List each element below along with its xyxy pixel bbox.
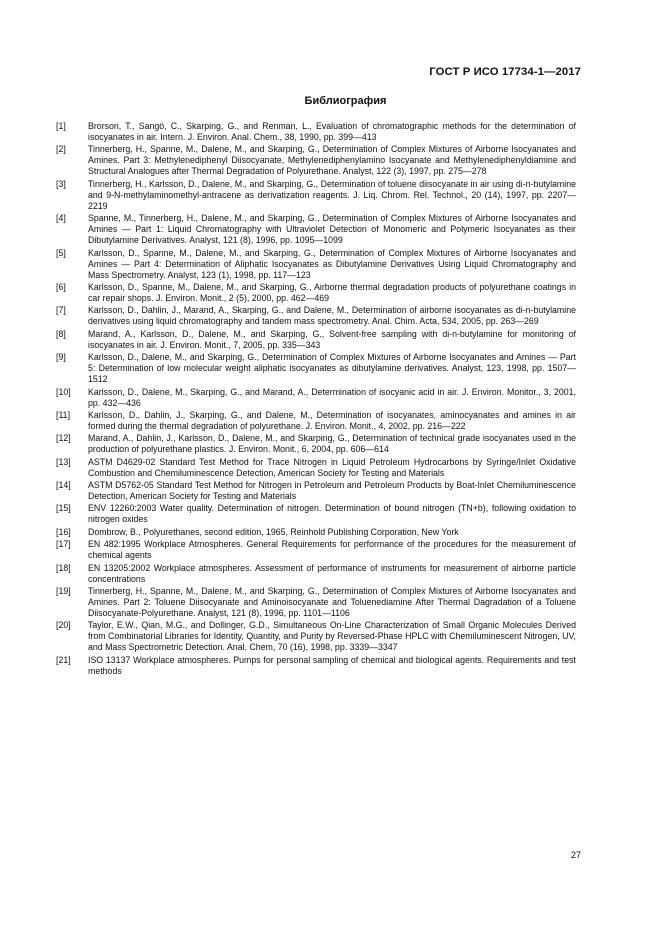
bibliography-entry bbox=[56, 305, 576, 327]
bibliography-entry bbox=[56, 586, 576, 619]
entry-text: ISO 13137 Workplace atmospheres. Pumps for personal sampling of chemical and biological agents. Requirements and test methods bbox=[88, 654, 576, 676]
entry-number: [18] bbox=[56, 562, 71, 573]
entry-text: ASTM D4629-02 Standard Test Method for Trace Nitrogen in Liquid Petroleum Hydrocarbons by Syringe/Inlet Oxidative Combustion and Chemiluminescence Detection, American Society for Testing and Materials bbox=[88, 456, 576, 478]
entry-number: [5] bbox=[56, 247, 66, 258]
entry-text: Tinnerberg, H., Spanne, M., Dalene, M., and Skarping, G., Determination of Complex Mixtures of Airborne Isocyanates and Amines. Part 3: Methylenediphenyl Diisocyanate, Methylenediphenylamino Isocyanate and Methylenediphenyldiamine and Structural Analogues after Thermal Degradation of Polyurethane. Analyst, 122 (3), 1997, pp. 275—278 bbox=[88, 144, 576, 177]
bibliography-entry bbox=[56, 655, 576, 677]
bibliography-entry bbox=[56, 503, 576, 525]
entry-number: [11] bbox=[56, 409, 71, 420]
entry-number: [3] bbox=[56, 178, 66, 189]
entry-number: [6] bbox=[56, 281, 66, 292]
bibliography-entry bbox=[56, 563, 576, 585]
entry-number: [20] bbox=[56, 620, 71, 631]
bibliography-list bbox=[56, 121, 576, 678]
entry-number: [10] bbox=[56, 386, 71, 397]
entry-text: EN 482:1995 Workplace Atmospheres. General Requirements for performance of the procedures for the measurement of chemical agents bbox=[88, 539, 576, 561]
entry-number: [21] bbox=[56, 654, 71, 665]
entry-text: Karlsson, D., Spanne, M., Dalene, M., and Skarping, G., Airborne thermal degradation products of polyurethane coatings in car repair shops. J. Environ. Monit., 2 (5), 2000, pp. 462—469 bbox=[88, 281, 576, 303]
entry-text: EN 13205:2002 Workplace atmospheres. Assessment of performance of instruments for measurement of airborne particle concentrations bbox=[88, 562, 576, 584]
bibliography-entry bbox=[56, 433, 576, 455]
bibliography-entry bbox=[56, 329, 576, 351]
entry-text: ENV 12260:2003 Water quality. Determination of nitrogen. Determination of bound nitrogen (TN+b), following oxidation to nitrogen oxides bbox=[88, 503, 576, 525]
bibliography-entry bbox=[56, 457, 576, 479]
entry-number: [7] bbox=[56, 305, 66, 316]
entry-number: [14] bbox=[56, 480, 71, 491]
section-title: Библиография bbox=[304, 95, 387, 107]
bibliography-entry bbox=[56, 144, 576, 177]
entry-text: Marand, A., Dahlin, J., Karlsson, D., Dalene, M., and Skarping, G., Determination of technical grade isocyanates used in the production of polyurethane plastics. J. Environ. Monit., 6, 2004, pp. 606—614 bbox=[88, 433, 576, 455]
entry-text: Tinnerberg, H., Spanne, M., Dalene, M., and Skarping, G., Determination of Complex Mixtures of Airborne Isocyanates and Amines. Part 2: Toluene Diisocyanate and Aminoisocyanate and Toluenediamine After Thermal Dagradation of a Toluene Diisocyanate-Polyurethane. Analyst, 121 (8), 1996, pp. 1101—1106 bbox=[88, 586, 576, 619]
entry-text: Taylor, E.W., Qian, M.G., and Dollinger, G.D., Simultaneous On-Line Characterization of Small Organic Molecules Derived from Combinatorial Libraries for Identity, Quantity, and Purity by Reversed-Phase HPLC with Chemiluminescent Nitrogen, UV, and Mass Spectrometric Detection. Anal. Chem, 70 (16), 1998, pp. 3339—3347 bbox=[88, 620, 576, 653]
entry-number: [12] bbox=[56, 433, 71, 444]
entry-number: [4] bbox=[56, 213, 66, 224]
bibliography-entry bbox=[56, 527, 576, 538]
entry-text: Spanne, M., Tinnerberg, H., Dalene, M., and Skarping, G., Determination of Complex Mixtures of Airborne Isocyanates and Amines — Part 1: Liquid Chromatography with Ultraviolet Detection of Monomeric and Polymeric Isocyanates as their Dibutylamine Derivatives. Analyst, 121 (8), 1996, pp. 1095—1099 bbox=[88, 213, 576, 246]
entry-text: Karlsson, D., Dahlin, J., Skarping, G., and Dalene, M., Determination of isocyanates, aminocyanates and amines in air formed during the thermal degradation of polyurethane. J. Environ. Monit., 4, 2002, pp. 216—222 bbox=[88, 409, 576, 431]
entry-text: Karlsson, D., Dalene, M., Skarping, G., and Marand, A., Determination of isocyanic acid in air. J. Environ. Monitor., 3, 2001, pp. 432—436 bbox=[88, 386, 576, 408]
entry-number: [17] bbox=[56, 539, 71, 550]
entry-text: Karlsson, D., Dahlin, J., Marand, A., Skarping, G., and Dalene, M., Determination of airborne isocyanates as di-n-butylamine derivatives using liquid chromatography and tandem mass spectrometry. Anal. Chim. Acta, 534, 2005, pp. 263—269 bbox=[88, 305, 576, 327]
entry-text: Marand, A., Karlsson, D., Dalene, M., and Skarping, G., Solvent-free sampling with di-n-butylamine for monitoring of isocyanates in air. J. Environ. Monit., 7, 2005, pp. 335—343 bbox=[88, 328, 576, 350]
entry-number: [13] bbox=[56, 456, 71, 467]
entry-text: Karlsson, D., Spanne, M., Dalene, M., and Skarping, G., Determination of Complex Mixtures of Airborne Isocyanates and Amines — Part 4: Determination of Aliphatic Isocyanates as Dibutylamine Derivatives Using Liquid Chromatography and Mass Spectrometry. Analyst, 123 (1), 1998, pp. 117—123 bbox=[88, 247, 576, 280]
bibliography-entry bbox=[56, 352, 576, 385]
entry-text: Tinnerberg, H., Karlsson, D., Dalene, M., and Skarping, G., Determination of toluene diisocyanate in air using di-n-butylamine and 9-N-methylaminomethyl-antracene as derivatization reagents. J. Liq. Chrom. Rel. Technol., 20 (14), 1997, pp. 2207—2219 bbox=[88, 178, 576, 211]
entry-text: Dombrow, B., Polyurethanes, second edition, 1965, Reinhold Publishing Corporation, New York bbox=[88, 526, 459, 537]
bibliography-entry bbox=[56, 410, 576, 432]
entry-number: [8] bbox=[56, 328, 66, 339]
entry-number: [15] bbox=[56, 503, 71, 514]
document-code: ГОСТ Р ИСО 17734-1—2017 bbox=[429, 66, 581, 78]
entry-text: ASTM D5762-05 Standard Test Method for Nitrogen in Petroleum and Petroleum Products by Boat-Inlet Chemiluminescence Detection, American Society for Testing and Materials bbox=[88, 480, 576, 502]
bibliography-entry bbox=[56, 620, 576, 653]
bibliography-entry bbox=[56, 480, 576, 502]
page-number: 27 bbox=[570, 850, 581, 860]
bibliography-entry bbox=[56, 179, 576, 212]
entry-text: Karlsson, D., Dalene, M., and Skarping, G., Determination of Complex Mixtures of Airborne Isocyanates and Amines — Part 5: Determination of low molecular weight aliphatic isocyanates as dibutylamine derivatives. Analyst, 123, 1998, pp. 1507—1512 bbox=[88, 352, 576, 385]
entry-number: [2] bbox=[56, 144, 66, 155]
bibliography-entry bbox=[56, 282, 576, 304]
bibliography-entry bbox=[56, 213, 576, 246]
bibliography-entry bbox=[56, 121, 576, 143]
entry-number: [19] bbox=[56, 586, 71, 597]
entry-number: [1] bbox=[56, 121, 66, 131]
entry-number: [16] bbox=[56, 526, 71, 537]
bibliography-entry bbox=[56, 539, 576, 561]
entry-number: [9] bbox=[56, 352, 66, 363]
entry-text: Brorson, T., Sangö, C., Skarping, G., and Renman, L., Evaluation of chromatographic methods for the determination of isocyanates in air. Intern. J. Environ. Anal. Chem., 38, 1990, pp. 399—413 bbox=[88, 121, 576, 142]
bibliography-entry bbox=[56, 248, 576, 281]
bibliography-entry bbox=[56, 387, 576, 409]
